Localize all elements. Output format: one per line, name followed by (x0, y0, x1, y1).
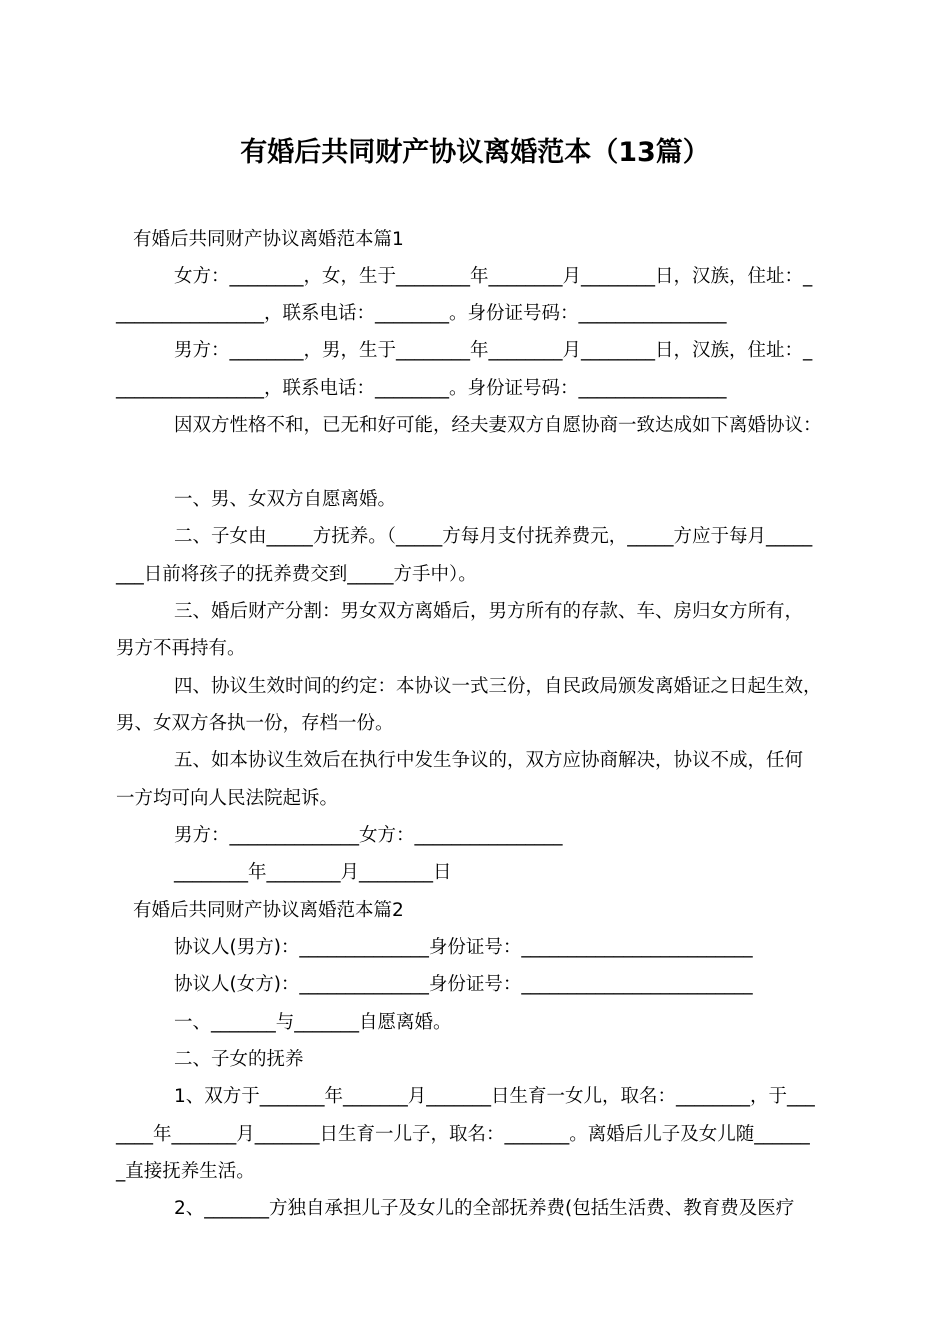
paragraph-line: 协议人(男方)：______________身份证号：_________________________ (174, 937, 753, 958)
paragraph-line: _直接抚养生活。 (116, 1161, 255, 1182)
paragraph-line: 男、女双方各执一份，存档一份。 (116, 713, 394, 734)
paragraph-line: ___日前将孩子的抚养费交到_____方手中）。 (116, 564, 477, 585)
paragraph-line: 因双方性格不和，已无和好可能，经夫妻双方自愿协商一致达成如下离婚协议： (174, 415, 822, 436)
paragraph-line: 1、双方于_______年_______月_______日生育一女儿，取名：________，于___ (174, 1086, 815, 1107)
paragraph-line: ________________，联系电话：________。身份证号码：________________ (116, 378, 727, 399)
signature-line: 男方：______________女方：________________ (174, 825, 563, 846)
paragraph-line: 女方：________，女，生于________年________月________日，汉族，住址：_ (174, 266, 813, 287)
paragraph-line: 2、_______方独自承担儿子及女儿的全部抚养费(包括生活费、教育费及医疗 (174, 1198, 795, 1219)
paragraph-line: ________________，联系电话：________。身份证号码：________________ (116, 303, 727, 324)
paragraph-line: 四、协议生效时间的约定：本协议一式三份，自民政局颁发离婚证之日起生效， (174, 676, 822, 697)
paragraph-line: 男方：________，男，生于________年________月________日，汉族，住址：_ (174, 340, 813, 361)
paragraph-line: 二、子女的抚养 (174, 1049, 304, 1070)
paragraph-line: 男方不再持有。 (116, 638, 246, 659)
paragraph-line: 二、子女由_____方抚养。（_____方每月支付抚养费元，_____方应于每月_____ (174, 526, 813, 547)
paragraph-line: ____年_______月_______日生育一儿子，取名：_______。离婚后儿子及女儿随______ (116, 1124, 810, 1145)
paragraph-line: 一、男、女双方自愿离婚。 (174, 489, 397, 510)
section-heading-2: 有婚后共同财产协议离婚范本篇2 (133, 900, 404, 921)
section-heading-1: 有婚后共同财产协议离婚范本篇1 (133, 229, 404, 250)
paragraph-line: 三、婚后财产分割：男女双方离婚后，男方所有的存款、车、房归女方所有， (174, 601, 804, 622)
paragraph-line: 协议人(女方)：______________身份证号：_________________________ (174, 974, 753, 995)
paragraph-line: 一、_______与_______自愿离婚。 (174, 1012, 452, 1033)
paragraph-line: 五、如本协议生效后在执行中发生争议的，双方应协商解决，协议不成，任何 (174, 750, 804, 771)
date-line: ________年________月________日 (174, 862, 452, 883)
paragraph-line: 一方均可向人民法院起诉。 (116, 788, 339, 809)
document-title: 有婚后共同财产协议离婚范本（13篇） (240, 137, 710, 168)
